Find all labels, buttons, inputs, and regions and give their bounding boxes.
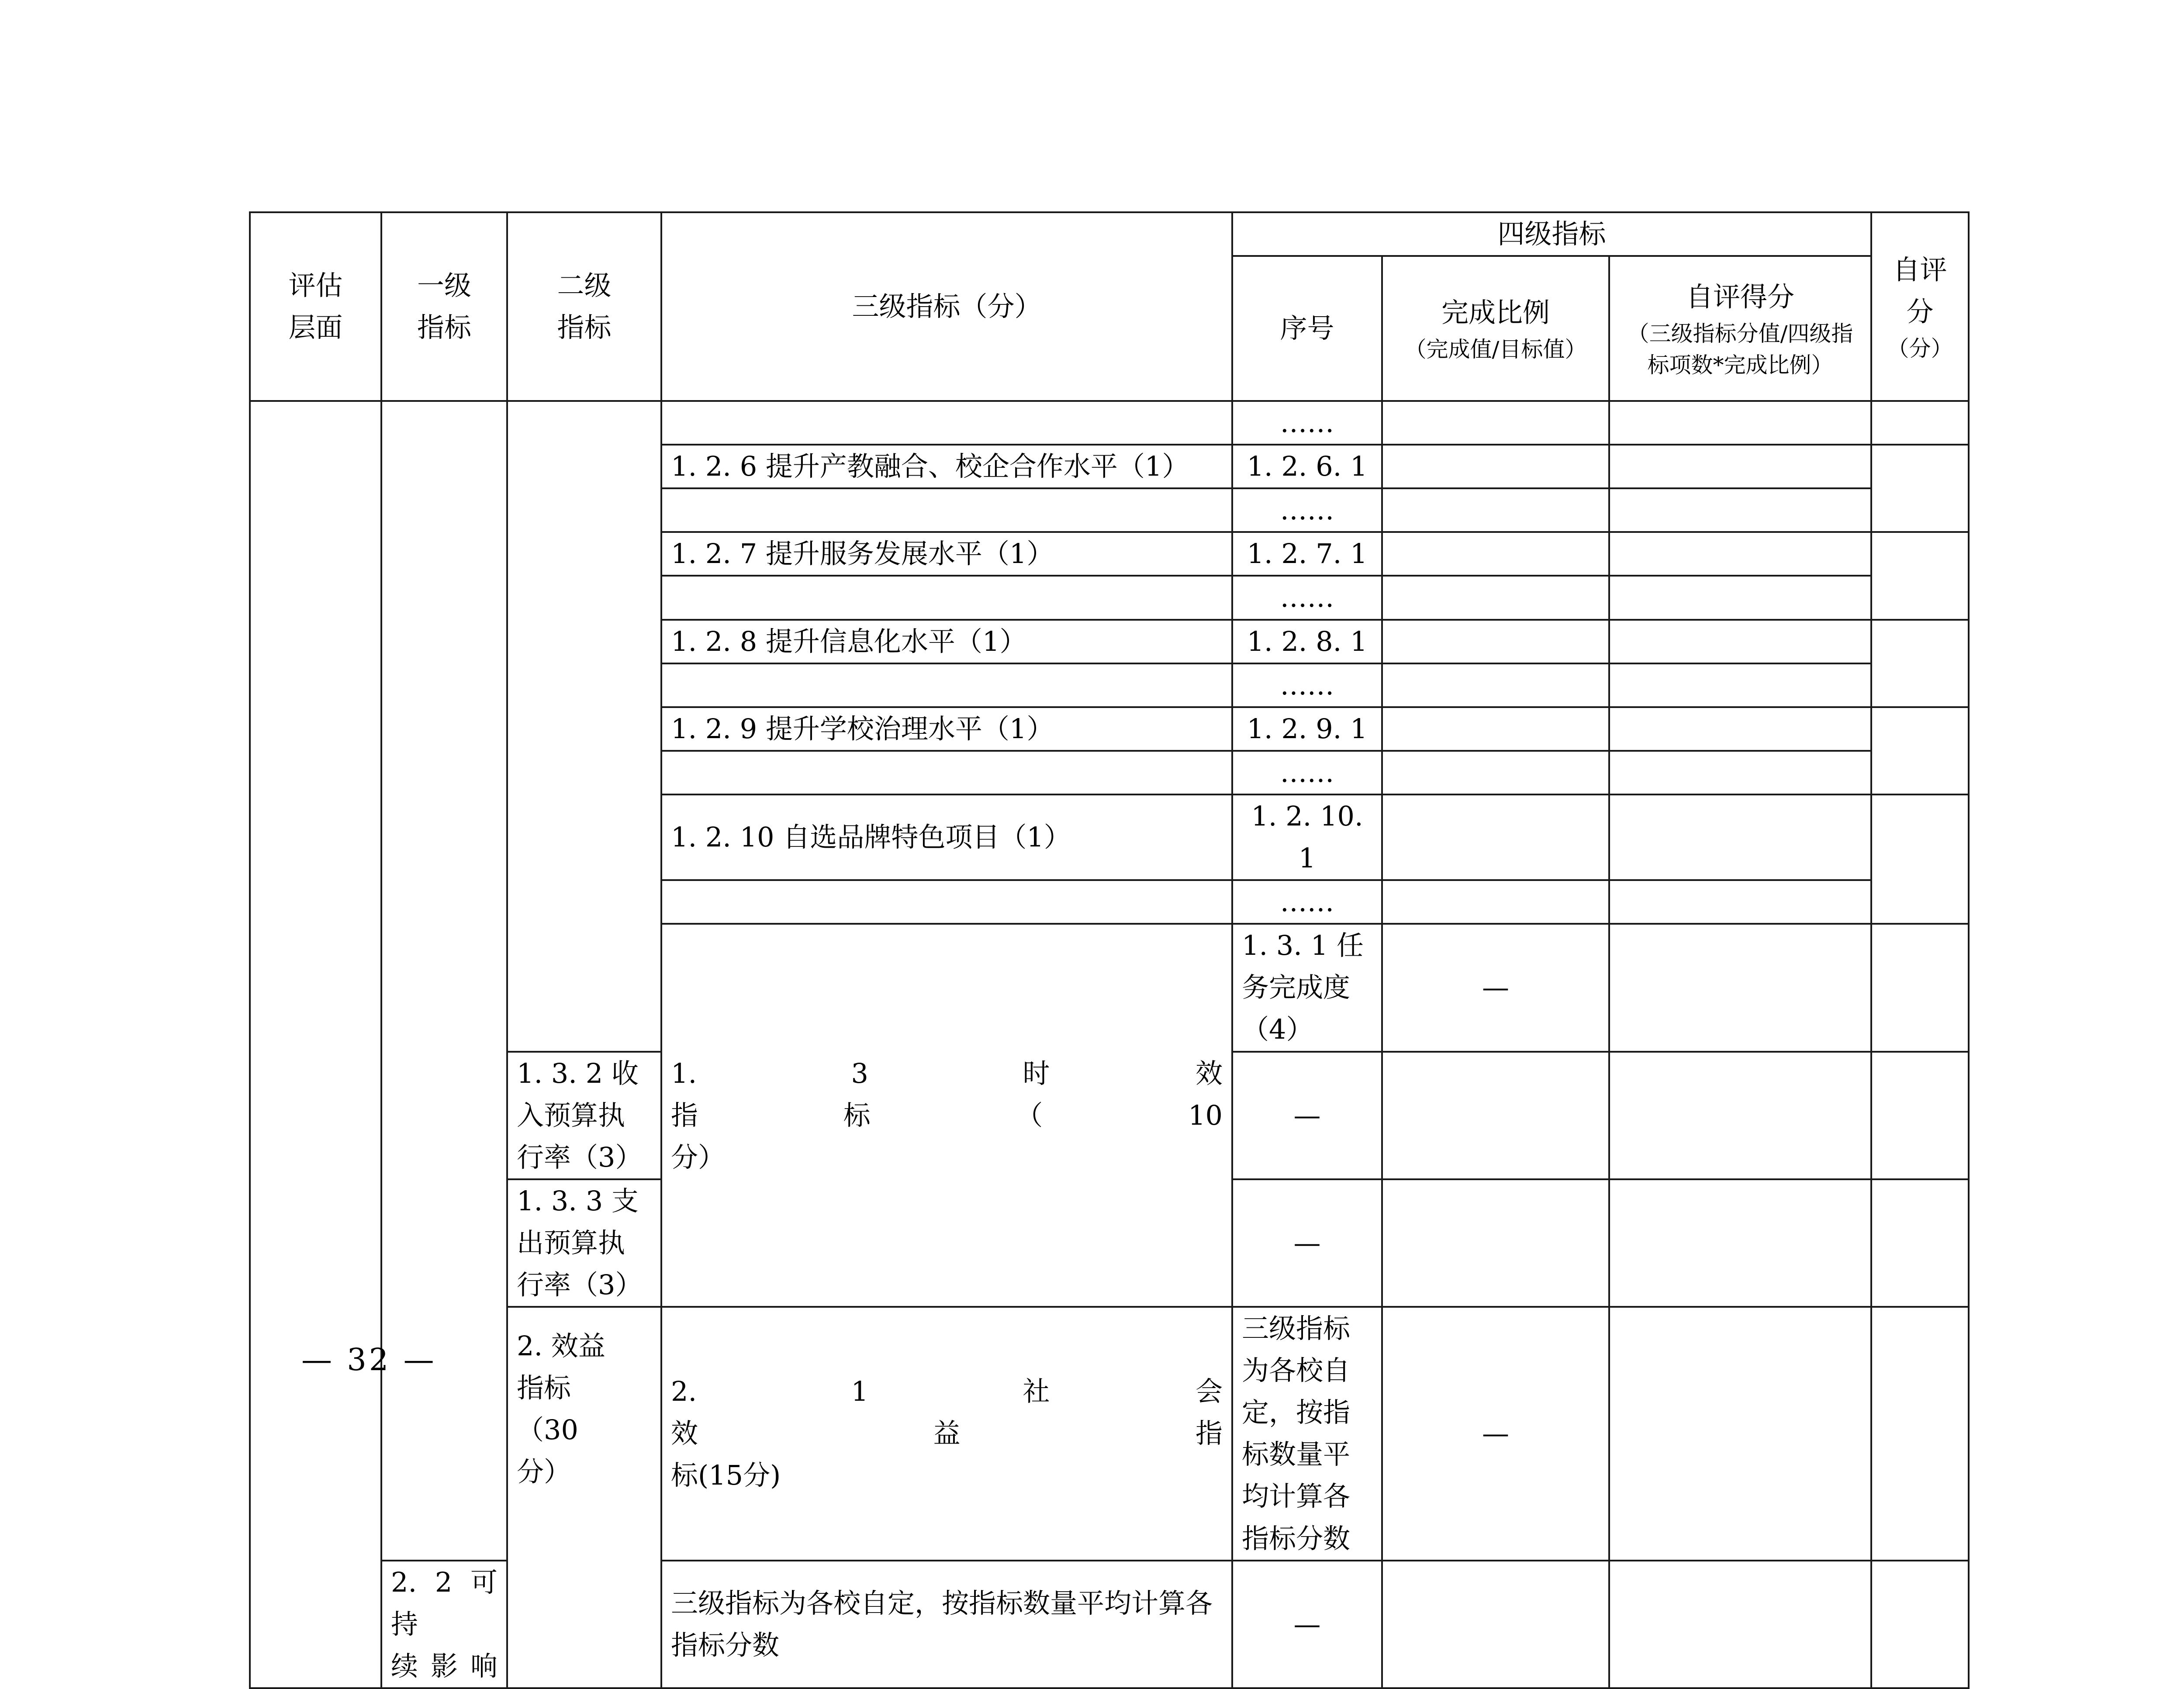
header-fourth-indicator-group: 四级指标 [1232, 212, 1871, 256]
cell-self-score [1609, 445, 1871, 488]
cell-self-evaluation [1871, 707, 1969, 794]
cell-completion-ratio [1382, 401, 1609, 445]
cell-completion-ratio [1609, 924, 1871, 1051]
cell-self-score [1609, 576, 1871, 619]
cell-third-indicator: 三级指标为各校自定，按指标数量平均计算各指标分数 [1232, 1307, 1382, 1561]
cell-self-score [1609, 663, 1871, 707]
cell-completion-ratio [1382, 663, 1609, 707]
cell-second-indicator: 2. 1 社会 效益指 标(15分) [661, 1307, 1232, 1561]
cell-completion-ratio [1382, 576, 1609, 619]
cell-third-indicator: 1. 2. 7 提升服务发展水平（1） [661, 532, 1232, 576]
cell-eval-level [250, 401, 381, 1688]
cell-self-evaluation [1871, 401, 1969, 445]
cell-sequence: — [1382, 924, 1609, 1051]
cell-third-indicator [661, 880, 1232, 924]
cell-completion-ratio [1382, 445, 1609, 488]
cell-third-indicator: 1. 2. 6 提升产教融合、校企合作水平（1） [661, 445, 1232, 488]
cell-sequence: …… [1232, 751, 1382, 794]
cell-first-indicator: 2. 效益 指标 （30 分） [507, 1307, 661, 1688]
cell-third-indicator [661, 663, 1232, 707]
cell-third-indicator: 三级指标为各校自定，按指标数量平均计算各指标分数 [661, 1561, 1232, 1688]
cell-self-score [1871, 924, 1969, 1051]
header-eval-level: 评估 层面 [250, 212, 381, 401]
cell-third-indicator: 1. 3. 2 收入预算执行率（3） [507, 1052, 661, 1179]
cell-self-evaluation [1871, 445, 1969, 532]
cell-sequence: 1. 2. 8. 1 [1232, 620, 1382, 663]
cell-completion-ratio [1382, 532, 1609, 576]
cell-third-indicator [661, 751, 1232, 794]
cell-self-score [1609, 1561, 1871, 1688]
cell-sequence: — [1232, 1561, 1382, 1688]
cell-sequence: 1. 2. 6. 1 [1232, 445, 1382, 488]
cell-self-score [1609, 532, 1871, 576]
cell-sequence: — [1232, 1179, 1382, 1307]
cell-completion-ratio [1609, 1307, 1871, 1561]
cell-self-score [1609, 488, 1871, 532]
header-self-evaluation-score: 自评 分 （分） [1871, 212, 1969, 401]
cell-completion-ratio [1382, 1052, 1609, 1179]
cell-completion-ratio [1382, 707, 1609, 751]
cell-second-indicator: 2. 2 可持 续影响 [381, 1561, 507, 1688]
header-self-score: 自评得分 （三级指标分值/四级指标项数*完成比例） [1609, 256, 1871, 401]
cell-self-score [1609, 707, 1871, 751]
cell-self-evaluation [1871, 1179, 1969, 1307]
table-row [250, 401, 1969, 445]
cell-third-indicator [661, 488, 1232, 532]
cell-first-indicator [381, 401, 507, 1561]
cell-self-score [1609, 1179, 1871, 1307]
cell-completion-ratio [1382, 880, 1609, 924]
cell-second-indicator [507, 401, 661, 1051]
cell-sequence: …… [1232, 488, 1382, 532]
cell-third-indicator: 1. 3. 3 支出预算执行率（3） [507, 1179, 661, 1307]
cell-completion-ratio [1382, 1561, 1609, 1688]
cell-sequence: …… [1232, 576, 1382, 619]
cell-completion-ratio [1382, 1179, 1609, 1307]
header-third-indicator: 三级指标（分） [661, 212, 1232, 401]
cell-third-indicator [661, 401, 1232, 445]
cell-sequence: 1. 2. 7. 1 [1232, 532, 1382, 576]
cell-self-score [1609, 1052, 1871, 1179]
cell-third-indicator: 1. 2. 10 自选品牌特色项目（1） [661, 794, 1232, 880]
cell-completion-ratio [1382, 488, 1609, 532]
cell-third-indicator: 1. 2. 9 提升学校治理水平（1） [661, 707, 1232, 751]
cell-self-evaluation [1871, 1052, 1969, 1179]
cell-self-evaluation [1871, 794, 1969, 924]
cell-self-score [1609, 880, 1871, 924]
evaluation-table [249, 211, 1970, 1689]
cell-self-score [1609, 794, 1871, 880]
cell-sequence: 1. 2. 10. 1 [1232, 794, 1382, 880]
page-number: — 32 — [301, 1342, 437, 1378]
cell-self-evaluation [1871, 1561, 1969, 1688]
cell-sequence: — [1232, 1052, 1382, 1179]
cell-completion-ratio [1382, 620, 1609, 663]
header-first-indicator: 一级 指标 [381, 212, 507, 401]
cell-third-indicator: 1. 3. 1 任务完成度（4） [1232, 924, 1382, 1051]
cell-self-score [1609, 401, 1871, 445]
cell-self-score [1609, 751, 1871, 794]
cell-sequence: 1. 2. 9. 1 [1232, 707, 1382, 751]
cell-self-score [1871, 1307, 1969, 1561]
cell-self-evaluation [1871, 532, 1969, 619]
table-row [250, 1307, 1969, 1561]
cell-second-indicator: 1. 3 时效 指标（10 分） [661, 924, 1232, 1307]
cell-sequence: …… [1232, 401, 1382, 445]
header-second-indicator: 二级 指标 [507, 212, 661, 401]
cell-third-indicator [661, 576, 1232, 619]
cell-completion-ratio [1382, 751, 1609, 794]
cell-completion-ratio [1382, 794, 1609, 880]
cell-self-score [1609, 620, 1871, 663]
cell-self-evaluation [1871, 620, 1969, 707]
header-completion-ratio: 完成比例 （完成值/目标值） [1382, 256, 1609, 401]
cell-sequence: …… [1232, 880, 1382, 924]
cell-third-indicator: 1. 2. 8 提升信息化水平（1） [661, 620, 1232, 663]
cell-sequence: …… [1232, 663, 1382, 707]
cell-sequence: — [1382, 1307, 1609, 1561]
header-sequence: 序号 [1232, 256, 1382, 401]
